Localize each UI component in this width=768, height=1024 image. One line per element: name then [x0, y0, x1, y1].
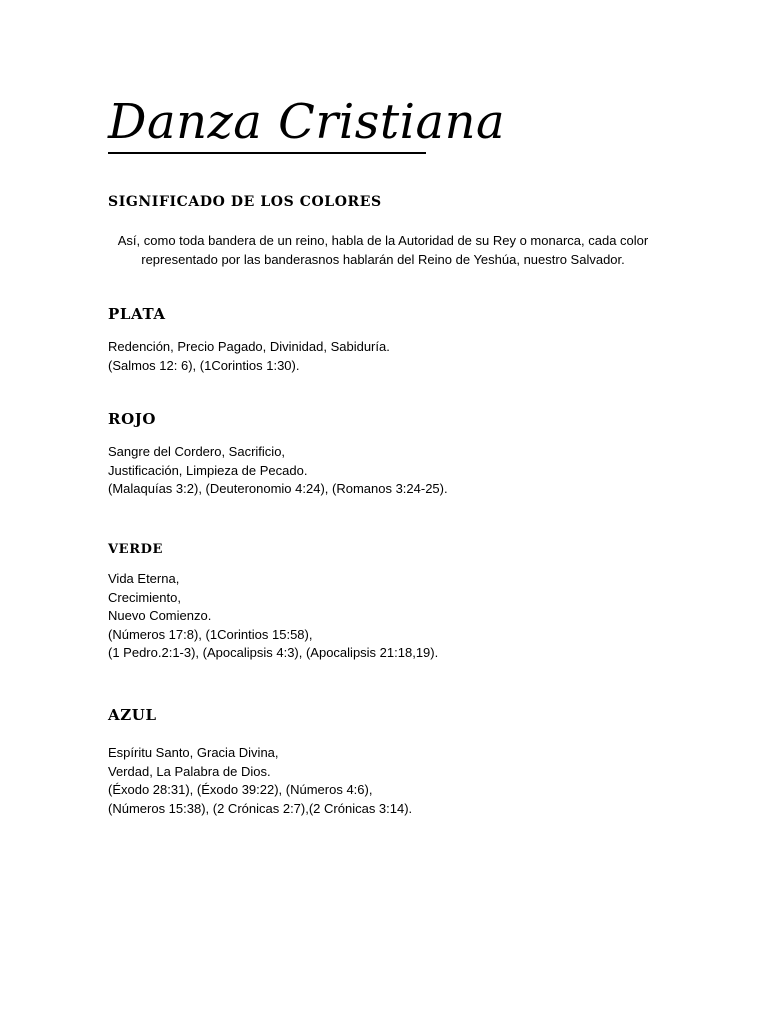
intro-paragraph: Así, como toda bandera de un reino, habla de la Autoridad de su Rey o monarca, cada color representado por las banderasnos hablarán del Reino de Yeshúa, nuestro Salvador.: [117, 233, 649, 267]
color-line: (Números 17:8), (1Corintios 15:58),: [108, 626, 313, 642]
color-line: (Números 15:38), (2 Crónicas 2:7),(2 Crónicas 3:14).: [108, 800, 413, 816]
color-lines-azul: [108, 744, 668, 818]
color-line: (Malaquías 3:2), (Deuteronomio 4:24), (Romanos 3:24-25).: [108, 481, 448, 496]
color-line: (Éxodo 28:31), (Éxodo 39:22), (Números 4:6),: [108, 782, 373, 797]
color-section-verde: [108, 540, 668, 663]
color-line: Espíritu Santo, Gracia Divina,: [108, 745, 279, 760]
color-line: (1 Pedro.2:1-3), (Apocalipsis 4:3), (Apocalipsis 21:18,19).: [108, 645, 439, 660]
title-underline: [108, 152, 426, 154]
color-line: Redención, Precio Pagado, Divinidad, Sabiduría.: [108, 339, 390, 354]
color-lines-plata: [108, 338, 668, 375]
color-line: Vida Eterna,: [108, 571, 180, 586]
color-line: Crecimiento,: [108, 589, 181, 605]
subtitle-heading: SIGNIFICADO DE LOS COLORES: [108, 194, 382, 210]
color-section-azul: [108, 705, 668, 818]
document-title: Danza Cristiana: [108, 94, 506, 150]
color-heading-rojo: ROJO: [108, 410, 157, 428]
color-line: (Salmos 12: 6), (1Corintios 1:30).: [108, 357, 300, 373]
color-section-rojo: [108, 409, 668, 499]
color-lines-rojo: [108, 443, 668, 499]
color-line: Verdad, La Palabra de Dios.: [108, 763, 271, 779]
color-section-plata: [108, 304, 668, 375]
color-line: Sangre del Cordero, Sacrificio,: [108, 444, 286, 459]
color-line: Justificación, Limpieza de Pecado.: [108, 462, 308, 478]
color-heading-azul: AZUL: [108, 706, 157, 724]
color-lines-verde: [108, 570, 668, 663]
color-line: Nuevo Comienzo.: [108, 608, 212, 623]
color-heading-verde: VERDE: [108, 542, 163, 557]
color-heading-plata: PLATA: [108, 305, 166, 323]
